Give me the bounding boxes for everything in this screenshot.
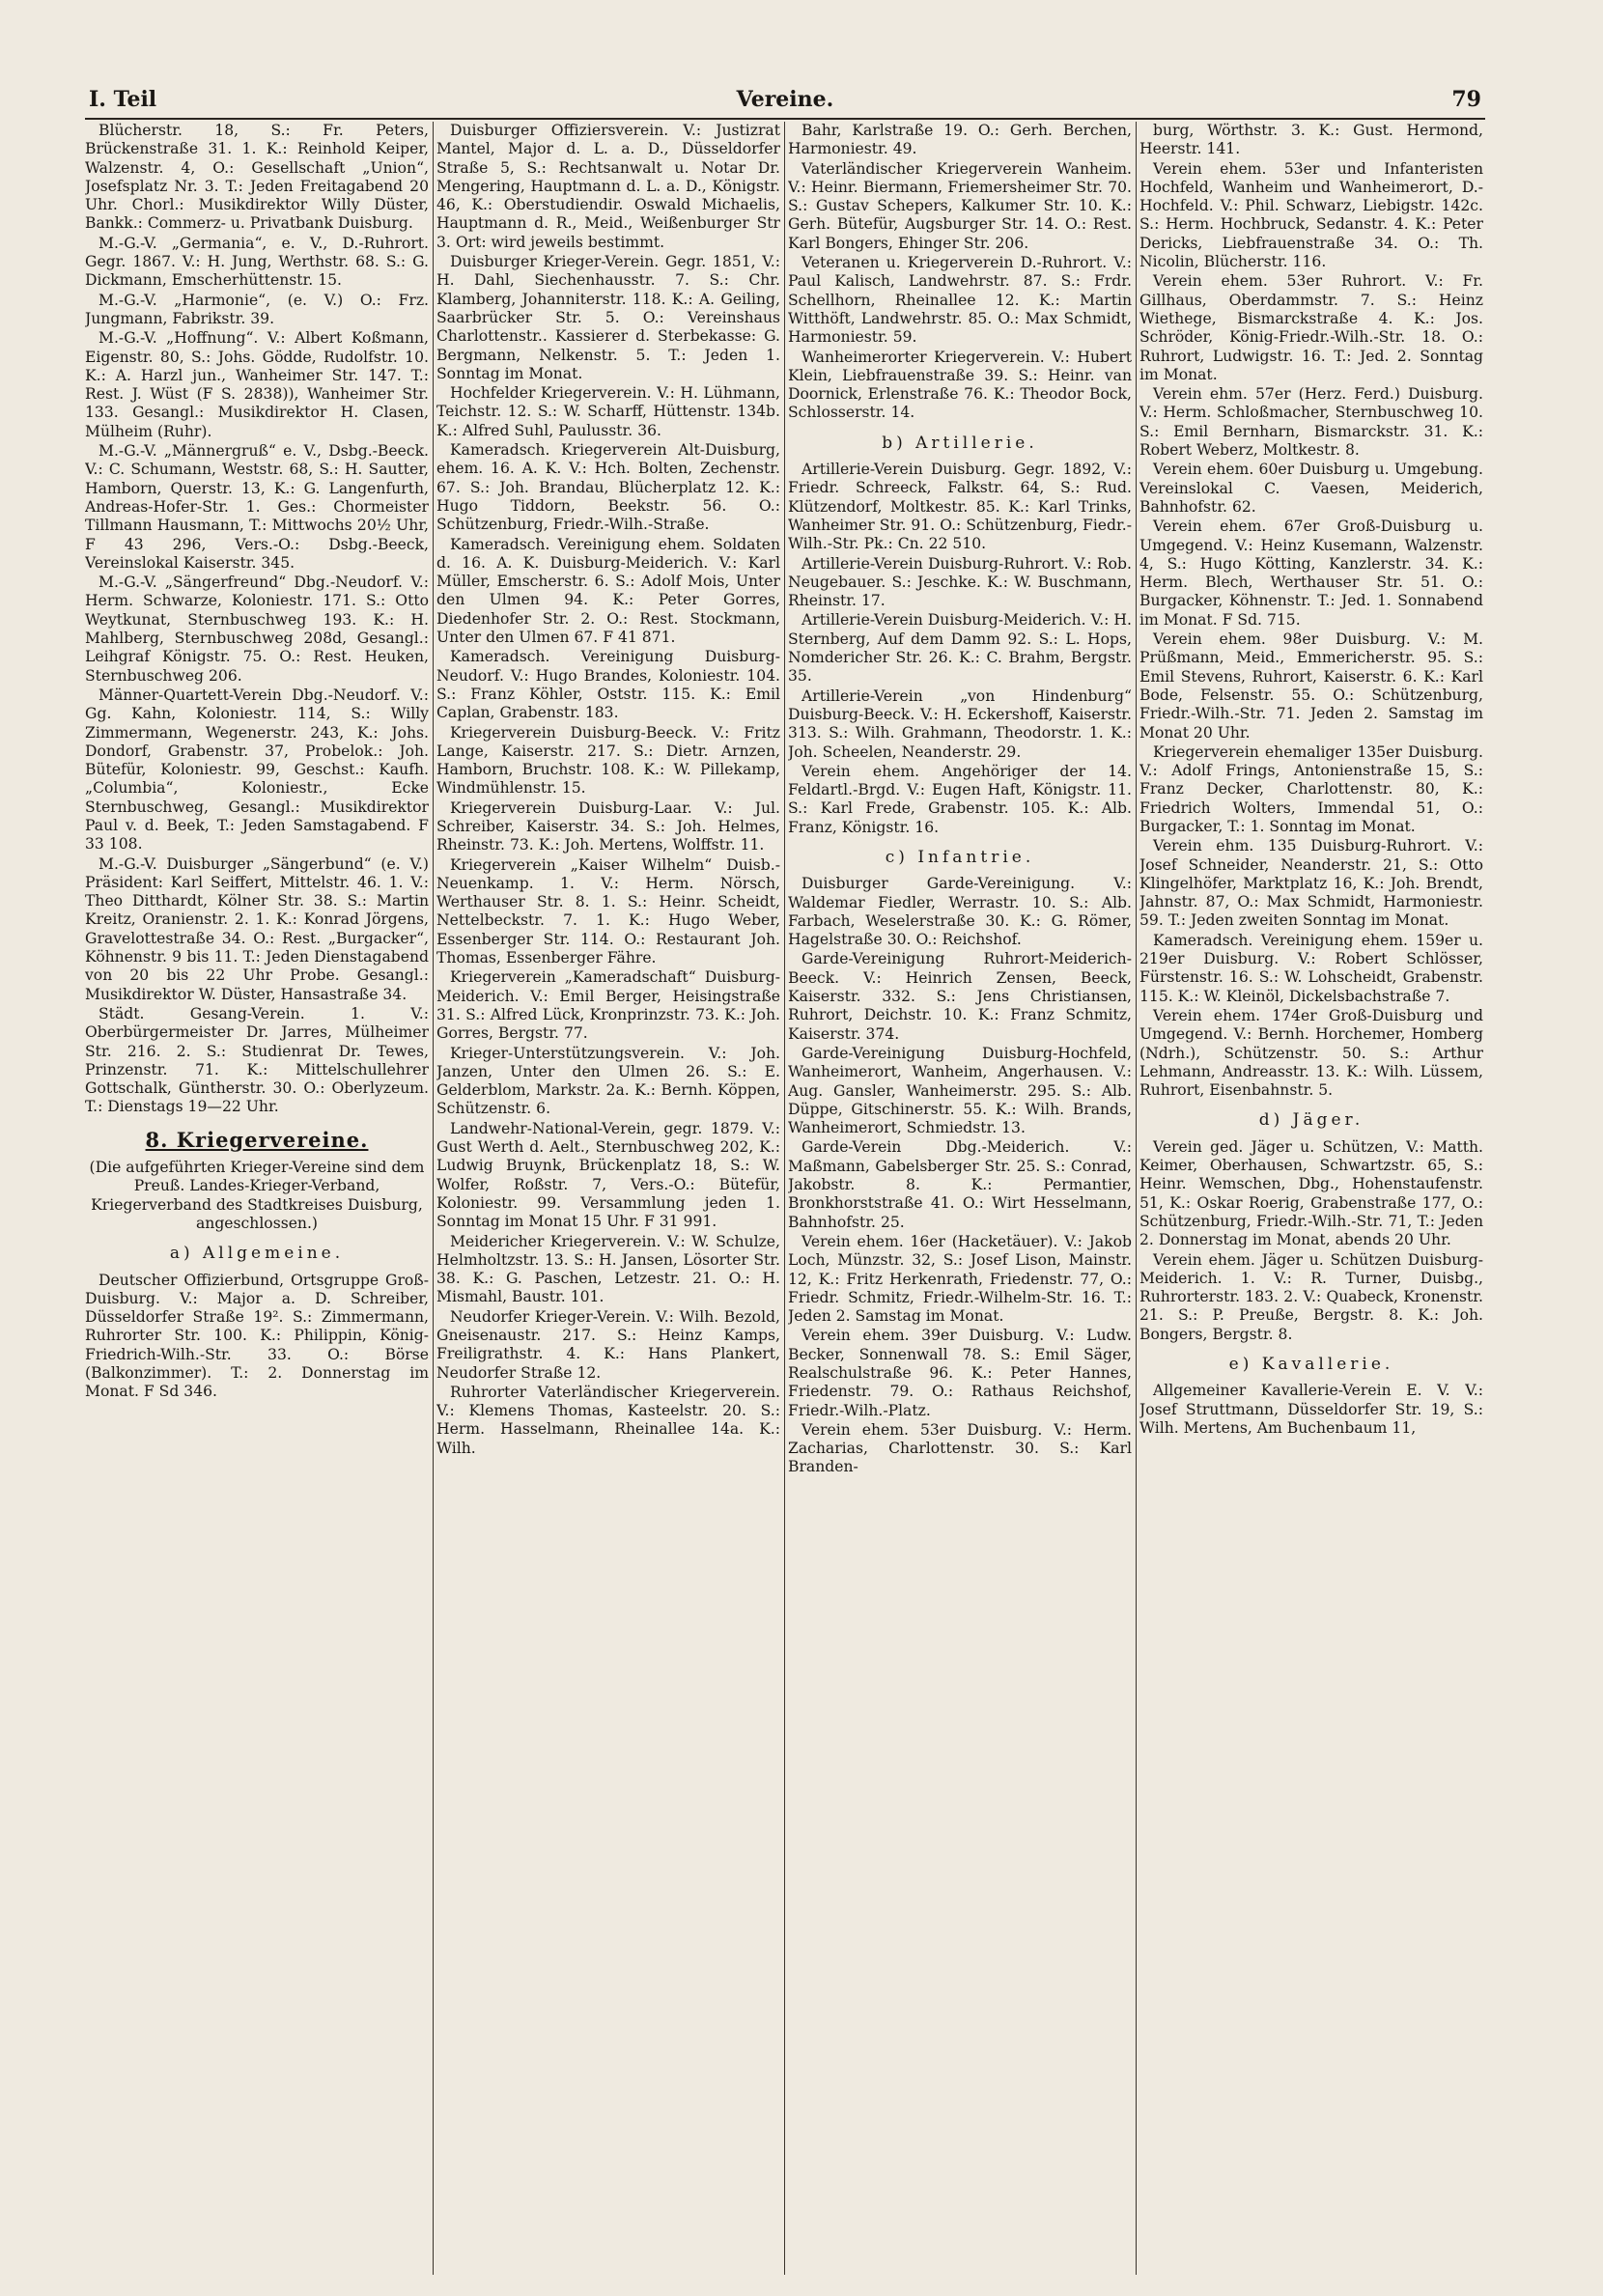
directory-entry: burg, Wörthstr. 3. K.: Gust. Hermond, Heerstr. 141. xyxy=(1139,122,1483,158)
directory-entry: M.-G.-V. „Harmonie“, (e. V.) O.: Frz. Jungmann, Fabrikstr. 39. xyxy=(85,291,429,327)
directory-entry: Garde-Vereinigung Duisburg-Hochfeld, Wanheimerort, Wanheim, Angerhausen. V.: Aug. Gansler, Wanheimerstr. 295. S.: Alb. Düppe, Gitschinerstr. 55. K.: Wilh. Brands, Wanheimerort, Schmiedstr. 13. xyxy=(788,1044,1132,1137)
directory-entry: Verein ehem. 39er Duisburg. V.: Ludw. Becker, Sonnenwall 78. S.: Emil Säger, Realschulstraße 96. K.: Peter Hannes, Friedenstr. 79. O.: Rathaus Reichshof, Friedr.-Wilh.-Platz. xyxy=(788,1327,1132,1419)
directory-entry: M.-G.-V. Duisburger „Sängerbund“ (e. V.) Präsident: Karl Seiffert, Mittelstr. 46. 1. V.: Theo Ditthardt, Kölner Str. 38. S.: Martin Kreitz, Oranienstr. 2. 1. K.: Konrad Jörgens, Gravelottestraße 34. O.: Rest. „Burgacker“, Köhnenstr. 9 bis 11. T.: Jeden Dienstagabend von 20 bis 22 Uhr Probe. Gesangl.: Musikdirektor W. Düster, Hansastraße 34. xyxy=(85,854,429,1003)
text-columns xyxy=(85,122,1485,2275)
subsection-heading: d) Jäger. xyxy=(1258,1110,1364,1131)
directory-entry: Kameradsch. Vereinigung Duisburg-Neudorf. V.: Hugo Brandes, Koloniestr. 104. S.: Franz Köhler, Oststr. 115. K.: Emil Caplan, Grabenstr. 183. xyxy=(436,648,780,722)
column-3 xyxy=(788,122,1132,2275)
directory-entry: Artillerie-Verein „von Hindenburg“ Duisburg-Beeck. V.: H. Eckershoff, Kaiserstr. 313. S.: Wilh. Grahmann, Theodorstr. 1. K.: Joh. Scheelen, Neanderstr. 29. xyxy=(788,686,1132,761)
directory-entry: Wanheimerorter Kriegerverein. V.: Hubert Klein, Liebfrauenstraße 39. S.: Heinr. van Doornick, Erlenstraße 76. K.: Theodor Bock, Schlosserstr. 14. xyxy=(788,348,1132,422)
directory-entry: Verein ehm. 57er (Herz. Ferd.) Duisburg. V.: Herm. Schloßmacher, Sternbuschweg 10. S.: Emil Bernharn, Bismarckstr. 31. K.: Robert Weberz, Moltkestr. 8. xyxy=(1139,385,1483,460)
column-divider xyxy=(433,122,434,2275)
directory-entry: Duisburger Offiziersverein. V.: Justizrat Mantel, Major d. L. a. D., Düsseldorfer Straße 5, S.: Rechtsanwalt u. Notar Dr. Mengering, Hauptmann d. L. a. D., Königstr. 46, K.: Oberstudiendir. Oswald Michaelis, Hauptmann d. R., Meid., Weißenburger Str 3. Ort: wird jeweils bestimmt. xyxy=(436,122,780,251)
directory-entry: Veteranen u. Kriegerverein D.-Ruhrort. V.: Paul Kalisch, Landwehrstr. 87. S.: Frdr. Schellhorn, Rheinallee 12. K.: Martin Witthöft, Landwehrstr. 85. O.: Max Schmidt, Harmoniestr. 59. xyxy=(788,254,1132,347)
column-divider xyxy=(784,122,785,2275)
page-title: Vereine. xyxy=(736,87,834,112)
directory-entry: Verein ehem. 53er und Infanteristen Hochfeld, Wanheim und Wanheimerort, D.-Hochfeld. V.: Phil. Schwarz, Liebigstr. 142c. S.: Herm. Hochbruck, Sedanstr. 4. K.: Peter Dericks, Liebfrauenstraße 34. O.: Th. Nicolin, Blücherstr. 116. xyxy=(1139,159,1483,271)
directory-entry: Hochfelder Kriegerverein. V.: H. Lühmann, Teichstr. 12. S.: W. Scharff, Hüttenstr. 134b. K.: Alfred Suhl, Paulusstr. 36. xyxy=(436,384,780,439)
directory-entry: Blücherstr. 18, S.: Fr. Peters, Brückenstraße 31. 1. K.: Reinhold Keiper, Walzenstr. 4, O.: Gesellschaft „Union“, Josefsplatz Nr. 3. T.: Jeden Freitagabend 20 Uhr. Chorl.: Musikdirektor Willy Düster, Bankk.: Commerz- u. Privatbank Duisburg. xyxy=(85,122,429,233)
column-4 xyxy=(1139,122,1483,2275)
directory-entry: Meidericher Kriegerverein. V.: W. Schulze, Helmholtzstr. 13. S.: H. Jansen, Lösorter Str. 38. K.: G. Paschen, Letzestr. 21. O.: H. Mismahl, Baustr. 101. xyxy=(436,1232,780,1306)
directory-entry: Kriegerverein Duisburg-Laar. V.: Jul. Schreiber, Kaiserstr. 34. S.: Joh. Helmes, Rheinstr. 73. K.: Joh. Mertens, Wolffstr. 11. xyxy=(436,798,780,854)
directory-entry: Bahr, Karlstraße 19. O.: Gerh. Berchen, Harmoniestr. 49. xyxy=(788,122,1132,158)
page-number: 79 xyxy=(1451,87,1481,112)
subsection-heading: a) Allgemeine. xyxy=(169,1244,345,1264)
part-label: I. Teil xyxy=(89,87,157,112)
directory-entry: Artillerie-Verein Duisburg. Gegr. 1892, V.: Friedr. Schreeck, Falkstr. 64, S.: Rud. Klützendorf, Moltkestr. 85. K.: Karl Trinks, Wanheimer Str. 91. O.: Schützenburg, Fiedr.-Wilh.-Str. Pk.: Cn. 22 510. xyxy=(788,461,1132,553)
directory-entry: Verein ehem. 174er Groß-Duisburg und Umgegend. V.: Bernh. Horchemer, Homberg (Ndrh.), Schützenstr. 50. S.: Arthur Lehmann, Andreasstr. 13. K.: Wilh. Lüssem, Ruhrort, Eisenbahnstr. 5. xyxy=(1139,1006,1483,1100)
directory-entry: Artillerie-Verein Duisburg-Meiderich. V.: H. Sternberg, Auf dem Damm 92. S.: L. Hops, Nomdericher Str. 26. K.: C. Brahm, Bergstr. 35. xyxy=(788,611,1132,686)
column-1 xyxy=(85,122,429,2275)
directory-entry: Neudorfer Krieger-Verein. V.: Wilh. Bezold, Gneisenaustr. 217. S.: Heinz Kamps, Freiligrathstr. 4. K.: Hans Plankert, Neudorfer Straße 12. xyxy=(436,1307,780,1382)
directory-entry: Verein ehem. 67er Groß-Duisburg u. Umgegend. V.: Heinz Kusemann, Walzenstr. 4, S.: Hugo Kötting, Kanzlerstr. 34. K.: Herm. Blech, Werthauser Str. 51. O.: Burgacker, Köhnenstr. T.: Jed. 1. Sonnabend im Monat. F Sd. 715. xyxy=(1139,518,1483,629)
directory-entry: Kameradsch. Kriegerverein Alt-Duisburg, ehem. 16. A. K. V.: Hch. Bolten, Zechenstr. 67. S.: Joh. Brandau, Blücherplatz 12. K.: Hugo Tiddorn, Beekstr. 56. O.: Schützenburg, Friedr.-Wilh.-Straße. xyxy=(436,441,780,534)
subsection-heading: e) Kavallerie. xyxy=(1228,1355,1394,1374)
directory-entry: Kameradsch. Vereinigung ehem. 159er u. 219er Duisburg. V.: Robert Schlösser, Fürstenstr. 16. S.: W. Lohscheidt, Grabenstr. 115. K.: W. Kleinöl, Dickelsbachstraße 7. xyxy=(1139,931,1483,1005)
page-header xyxy=(85,85,1485,120)
directory-entry: M.-G.-V. „Hoffnung“. V.: Albert Koßmann, Eigenstr. 80, S.: Johs. Gödde, Rudolfstr. 10. K.: A. Harzl jun., Wanheimer Str. 147. T.: Rest. J. Wüst (F S. 2838)), Wanheimer Str. 133. Gesangl.: Musikdirektor H. Clasen, Mülheim (Ruhr). xyxy=(85,329,429,440)
directory-entry: Kameradsch. Vereinigung ehem. Soldaten d. 16. A. K. Duisburg-Meiderich. V.: Karl Müller, Emscherstr. 6. S.: Adolf Mois, Unter den Ulmen 94. K.: Peter Gorres, Diedenhofer Str. 2. O.: Rest. Stockmann, Unter den Ulmen 67. F 41 871. xyxy=(436,535,780,647)
section-heading: 8. Kriegervereine. xyxy=(145,1127,369,1152)
directory-entry: Verein ehem. 60er Duisburg u. Umgebung. Vereinslokal C. Vaesen, Meiderich, Bahnhofstr. 62. xyxy=(1139,461,1483,516)
directory-entry: Vaterländischer Kriegerverein Wanheim. V.: Heinr. Biermann, Friemersheimer Str. 70. S.: Gustav Schepers, Kalkumer Str. 10. K.: Gerh. Bütefür, Augsburger Str. 14. O.: Rest. Karl Bongers, Ehinger Str. 206. xyxy=(788,159,1132,252)
directory-entry: Artillerie-Verein Duisburg-Ruhrort. V.: Rob. Neugebauer. S.: Jeschke. K.: W. Buschmann, Rheinstr. 17. xyxy=(788,554,1132,610)
directory-entry: Verein ehem. 53er Duisburg. V.: Herm. Zacharias, Charlottenstr. 30. S.: Karl Branden- xyxy=(788,1420,1132,1476)
directory-entry: M.-G.-V. „Männergruß“ e. V., Dsbg.-Beeck. V.: C. Schumann, Weststr. 68, S.: H. Sautter, Hamborn, Querstr. 13, K.: G. Langenfurth, Andreas-Hofer-Str. 1. Ges.: Chormeister Tillmann Hausmann, T.: Mittwochs 20½ Uhr, F 43 296, Vers.-O.: Dsbg.-Beeck, Vereinslokal Kaiserstr. 345. xyxy=(85,442,429,572)
directory-entry: Verein ehem. 53er Ruhrort. V.: Fr. Gillhaus, Oberdammstr. 7. S.: Heinz Wiethege, Bismarckstraße 4. K.: Jos. Schröder, König-Friedr.-Wilh.-Str. 18. O.: Ruhrort, Ludwigstr. 16. T.: Jed. 2. Sonntag im Monat. xyxy=(1139,272,1483,383)
column-divider xyxy=(1136,122,1137,2275)
directory-entry: Kriegerverein ehemaliger 135er Duisburg. V.: Adolf Frings, Antonienstraße 15, S.: Franz Decker, Charlottenstr. 80, K.: Friedrich Wolters, Immendal 51, O.: Burgacker, T.: 1. Sonntag im Monat. xyxy=(1139,742,1483,835)
directory-entry: Deutscher Offizierbund, Ortsgruppe Groß-Duisburg. V.: Major a. D. Schreiber, Düsseldorfer Straße 19². S.: Zimmermann, Ruhrorter Str. 100. K.: Philippin, König-Friedrich-Wilh.-Str. 33. O.: Börse (Balkonzimmer). T.: 2. Donnerstag im Monat. F Sd 346. xyxy=(85,1271,429,1401)
subsection-heading: c) Infantrie. xyxy=(885,847,1035,867)
directory-entry: Allgemeiner Kavallerie-Verein E. V. V.: Josef Struttmann, Düsseldorfer Str. 19, S.: Wilh. Mertens, Am Buchenbaum 11, xyxy=(1139,1382,1483,1437)
directory-entry: Verein ehem. Jäger u. Schützen Duisburg-Meiderich. 1. V.: R. Turner, Duisbg., Ruhrorterstr. 183. 2. V.: Quabeck, Kronenstr. 21. S.: P. Preuße, Bergstr. 8. K.: Joh. Bongers, Bergstr. 8. xyxy=(1139,1250,1483,1343)
directory-entry: Verein ehm. 135 Duisburg-Ruhrort. V.: Josef Schneider, Neanderstr. 21, S.: Otto Klingelhöfer, Marktplatz 16, K.: Joh. Brendt, Jahnstr. 87, O.: Max Schmidt, Harmoniestr. 59. T.: Jeden zweiten Sonntag im Monat. xyxy=(1139,837,1483,930)
directory-entry: M.-G.-V. „Germania“, e. V., D.-Ruhrort. Gegr. 1867. V.: H. Jung, Werthstr. 68. S.: G. Dickmann, Emscherhüttenstr. 15. xyxy=(85,234,429,290)
directory-entry: Männer-Quartett-Verein Dbg.-Neudorf. V.: Gg. Kahn, Koloniestr. 114, S.: Willy Zimmermann, Wegenerstr. 243, K.: Johs. Dondorf, Grabenstr. 37, Probelok.: Joh. Bütefür, Koloniestr. 99, Geschst.: Kaufh. „Columbia“, Koloniestr., Ecke Sternbuschweg, Gesangl.: Musikdirektor Paul v. d. Beek, T.: Jeden Samstagabend. F 33 108. xyxy=(85,686,429,854)
subsection-heading: b) Artillerie. xyxy=(882,433,1038,453)
directory-entry: Kriegerverein Duisburg-Beeck. V.: Fritz Lange, Kaiserstr. 217. S.: Dietr. Arnzen, Hamborn, Bruchstr. 108. K.: W. Pillekamp, Windmühlenstr. 15. xyxy=(436,723,780,798)
directory-entry: Garde-Vereinigung Ruhrort-Meiderich-Beeck. V.: Heinrich Zensen, Beeck, Kaiserstr. 332. S.: Jens Christiansen, Ruhrort, Deichstr. 10. K.: Franz Schmitz, Kaiserstr. 374. xyxy=(788,950,1132,1043)
directory-entry: Verein ehem. 98er Duisburg. V.: M. Prüßmann, Meid., Emmericherstr. 95. S.: Emil Stevens, Ruhrort, Kaiserstr. 6. K.: Karl Bode, Felsenstr. 55. O.: Schützenburg, Friedr.-Wilh.-Str. 71. Jeden 2. Samstag im Monat 20 Uhr. xyxy=(1139,630,1483,742)
directory-entry: Landwehr-National-Verein, gegr. 1879. V.: Gust Werth d. Aelt., Sternbuschweg 202, K.: Ludwig Bruynk, Brückenplatz 18, S.: W. Wolfer, Roßstr. 7, Vers.-O.: Bütefür, Koloniestr. 99. Versammlung jeden 1. Sonntag im Monat 15 Uhr. F 31 991. xyxy=(436,1119,780,1231)
column-2 xyxy=(436,122,780,2275)
directory-entry: Verein ehem. 16er (Hacketäuer). V.: Jakob Loch, Münzstr. 32, S.: Josef Lison, Mainstr. 12, K.: Fritz Herkenrath, Friedenstr. 77, O.: Friedr. Schmitz, Friedr.-Wilhelm-Str. 16. T.: Jeden 2. Samstag im Monat. xyxy=(788,1232,1132,1326)
directory-entry: Duisburger Garde-Vereinigung. V.: Waldemar Fiedler, Werrastr. 10. S.: Alb. Farbach, Weselerstraße 30. K.: G. Römer, Hagelstraße 30. O.: Reichshof. xyxy=(788,875,1132,949)
directory-entry: Kriegerverein „Kameradschaft“ Duisburg-Meiderich. V.: Emil Berger, Heisingstraße 31. S.: Alfred Lück, Kronprinzstr. 73. K.: Joh. Gorres, Bergstr. 77. xyxy=(436,968,780,1043)
directory-entry: Verein ged. Jäger u. Schützen, V.: Matth. Keimer, Oberhausen, Schwartzstr. 65, S.: Heinr. Wemschen, Dbg., Hohenstaufenstr. 51, K.: Oskar Roerig, Grabenstraße 177, O.: Schützenburg, Friedr.-Wilh.-Str. 71, T.: Jeden 2. Donnerstag im Monat, abends 20 Uhr. xyxy=(1139,1137,1483,1249)
directory-entry: Ruhrorter Vaterländischer Kriegerverein. V.: Klemens Thomas, Kasteelstr. 20. S.: Herm. Hasselmann, Rheinallee 14a. K.: Wilh. xyxy=(436,1383,780,1457)
directory-entry: Städt. Gesang-Verein. 1. V.: Oberbürgermeister Dr. Jarres, Mülheimer Str. 216. 2. S.: Studienrat Dr. Tewes, Prinzenstr. 71. K.: Mittelschullehrer Gottschalk, Güntherstr. 30. O.: Oberlyzeum. T.: Dienstags 19—22 Uhr. xyxy=(85,1004,429,1116)
directory-entry: M.-G.-V. „Sängerfreund“ Dbg.-Neudorf. V.: Herm. Schwarze, Koloniestr. 171. S.: Otto Weytkunat, Sternbuschweg 193. K.: H. Mahlberg, Sternbuschweg 208d, Gesangl.: Leihgraf Königstr. 75. O.: Rest. Heuken, Sternbuschweg 206. xyxy=(85,574,429,685)
directory-entry: Krieger-Unterstützungsverein. V.: Joh. Janzen, Unter den Ulmen 26. S.: E. Gelderblom, Markstr. 2a. K.: Bernh. Köppen, Schützenstr. 6. xyxy=(436,1044,780,1118)
section-note: (Die aufgeführten Krieger-Vereine sind dem Preuß. Landes-Krieger-Verband, Kriegerverband des Stadtkreises Duisburg, angeschlossen.) xyxy=(89,1159,425,1232)
directory-entry: Duisburger Krieger-Verein. Gegr. 1851, V.: H. Dahl, Siechenhausstr. 7. S.: Chr. Klamberg, Johanniterstr. 118. K.: A. Geiling, Saarbrücker Str. 5. O.: Vereinshaus Charlottenstr.. Kassierer d. Sterbekasse: G. Bergmann, Nelkenstr. 5. T.: Jeden 1. Sonntag im Monat. xyxy=(436,253,780,382)
directory-entry: Garde-Verein Dbg.-Meiderich. V.: Maßmann, Gabelsberger Str. 25. S.: Conrad, Jakobstr. 8. K.: Permantier, Bronkhorststraße 41. O.: Wirt Hesselmann, Bahnhofstr. 25. xyxy=(788,1138,1132,1231)
directory-entry: Kriegerverein „Kaiser Wilhelm“ Duisb.-Neuenkamp. 1. V.: Herm. Nörsch, Werthauser Str. 8. 1. S.: Heinr. Scheidt, Nettelbeckstr. 7. 1. K.: Hugo Weber, Essenberger Str. 114. O.: Restaurant Joh. Thomas, Essenberger Fähre. xyxy=(436,855,780,967)
directory-entry: Verein ehem. Angehöriger der 14. Feldartl.-Brgd. V.: Eugen Haft, Königstr. 11. S.: Karl Frede, Grabenstr. 105. K.: Alb. Franz, Königstr. 16. xyxy=(788,762,1132,836)
